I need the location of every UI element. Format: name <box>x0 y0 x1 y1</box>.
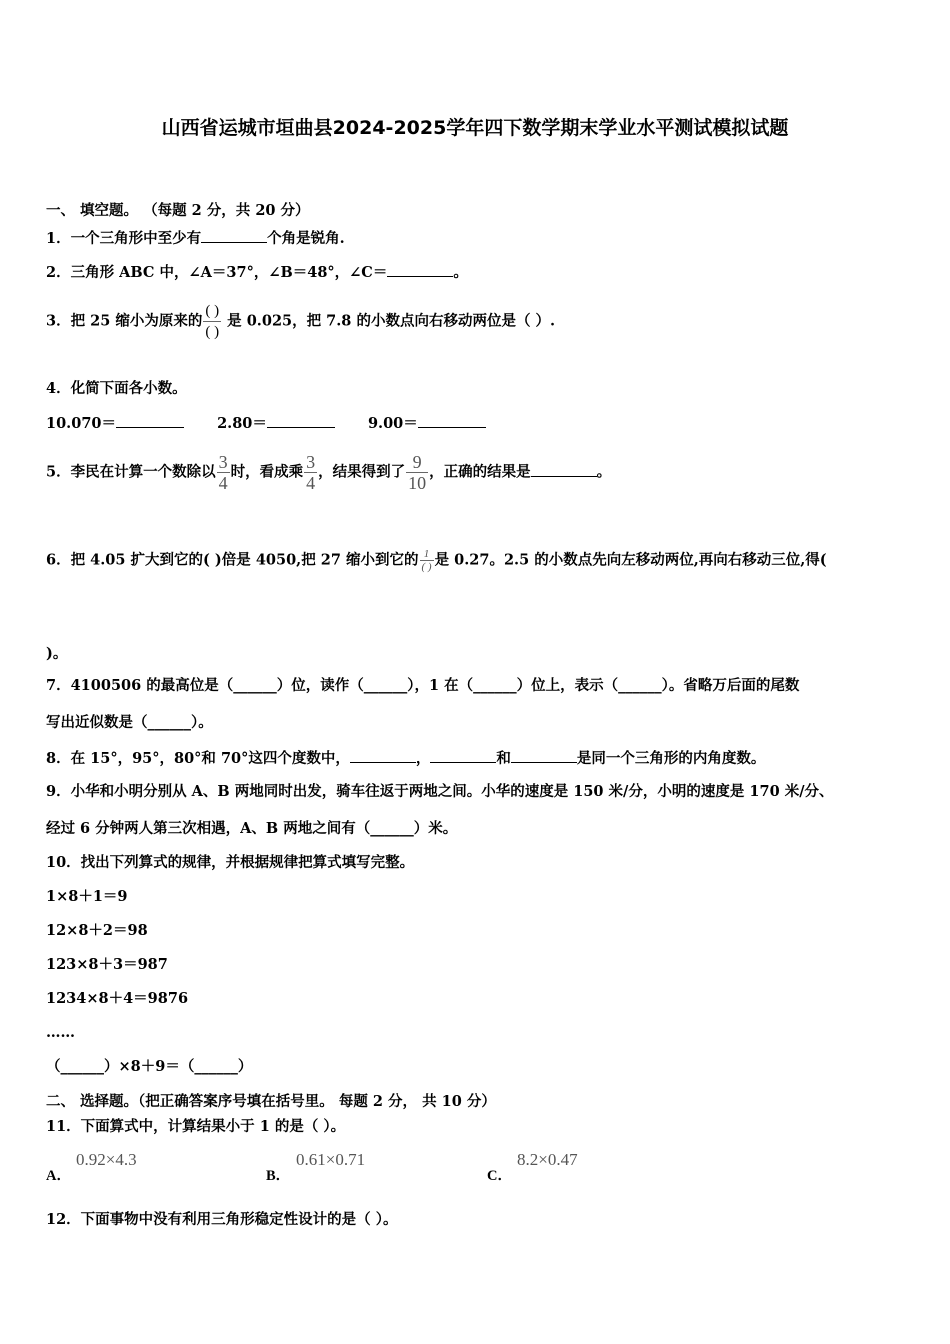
question-1: 1．一个三角形中至少有 个角是锐角. <box>46 230 345 247</box>
question-3: 3．把 25 缩小为原来的 $\frac{( )}{( )}$ 是 0.025，把 7.8 的小数点向右移动两位是（ ）. <box>46 303 556 340</box>
answer-blank[interactable] <box>116 413 184 428</box>
answer-blank[interactable] <box>201 228 267 243</box>
answer-blank[interactable] <box>430 748 496 763</box>
equation: 1×8＋1＝9 <box>46 888 128 905</box>
equation-to-fill: （______）×8＋9＝（______） <box>46 1058 253 1075</box>
question-5: 5．李民在计算一个数除以 $\frac{3}{4}$ 时，看成乘 $\frac{3}{4}$ ，结果得到了 $\frac{9}{10}$ ，正确的结果是 。 <box>46 452 612 493</box>
question-7-line-2: 写出近似数是（______）。 <box>46 714 213 731</box>
question-2: 2．三角形 ABC 中，∠A＝37°，∠B＝48°，∠C＝ 。 <box>46 264 468 281</box>
page-title: 山西省运城市垣曲县2024-2025学年四下数学期末学业水平测试模拟试题 <box>161 117 789 139</box>
question-4-items: 10.070＝ 2.80＝ 9.00＝ <box>46 413 486 433</box>
question-11: 11．下面算式中，计算结果小于 1 的是（ ）。 <box>46 1118 346 1135</box>
question-12: 12．下面事物中没有利用三角形稳定性设计的是（ ）。 <box>46 1211 398 1228</box>
question-7-line-1: 7．4100506 的最高位是（______）位，读作（______），1 在（______）位上，表示（______）。省略万后面的尾数 <box>46 677 800 694</box>
fraction: $\frac{3}{4}$ <box>306 452 316 493</box>
answer-blank[interactable] <box>531 462 597 477</box>
equation: 1234×8＋4＝9876 <box>46 990 189 1007</box>
answer-blank[interactable] <box>387 262 453 277</box>
answer-blank[interactable] <box>267 413 335 428</box>
question-4: 4．化简下面各小数。 <box>46 380 187 397</box>
fraction: $\frac{1}{( )}$ <box>421 548 432 573</box>
question-9-line-1: 9．小华和小明分别从 A、B 两地同时出发，骑车往返于两地之间。小华的速度是 150 米/分，小明的速度是 170 米/分、 <box>46 783 834 800</box>
question-6: 6．把 4.05 扩大到它的( )倍是 4050,把 27 缩小到它的 $\frac{1}{( )}$ 是 0.27。2.5 的小数点先向左移动两位,再向右移动三位,得( <box>46 548 827 573</box>
answer-blank[interactable] <box>350 748 416 763</box>
question-6-end: )。 <box>46 645 68 662</box>
fraction: $\frac{3}{4}$ <box>218 452 228 493</box>
answer-blank[interactable] <box>511 748 577 763</box>
section-1-header: 一、 填空题。 （每题 2 分，共 20 分） <box>46 202 310 219</box>
ellipsis: …… <box>46 1024 75 1041</box>
question-10: 10．找出下列算式的规律，并根据规律把算式填写完整。 <box>46 854 415 871</box>
equation: 12×8＋2＝98 <box>46 922 148 939</box>
question-9-line-2: 经过 6 分钟两人第三次相遇，A、B 两地之间有（______）米。 <box>46 820 458 837</box>
equation: 123×8＋3＝987 <box>46 956 168 973</box>
answer-blank[interactable] <box>418 413 486 428</box>
fraction: $\frac{( )}{( )}$ <box>205 303 220 340</box>
section-2-header: 二、 选择题。（把正确答案序号填在括号里。 每题 2 分， 共 10 分） <box>46 1093 496 1110</box>
fraction: $\frac{9}{10}$ <box>408 452 427 493</box>
question-8: 8．在 15°，95°，80°和 70°这四个度数中， ， 和 是同一个三角形的内角度数。 <box>46 750 766 767</box>
